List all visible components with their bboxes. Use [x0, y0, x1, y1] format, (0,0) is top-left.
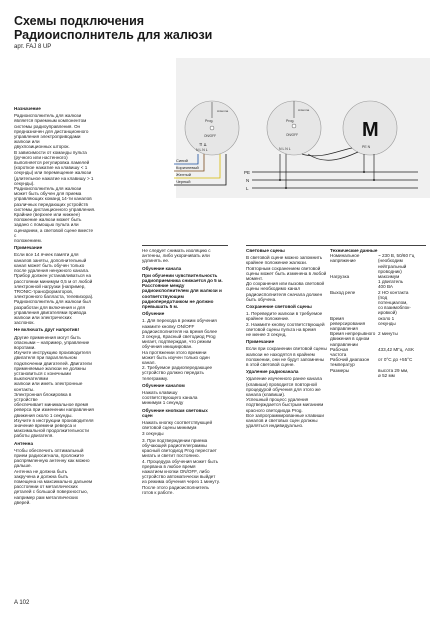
junction-pe: [363, 171, 365, 173]
tech-data-key: Время реверсирования направления: [330, 315, 366, 332]
wire-label-brown: Коричневый: [176, 165, 199, 170]
tech-data-row: [330, 316, 426, 332]
rail-label-n: N: [246, 178, 250, 183]
paragraph: Нажать клавишу соответствующего канала минимум 1 секунду: [142, 390, 198, 406]
paragraph: 1. Переведите жалюзи в требуемое крайнее положение. 2. Нажмите кнопку соответствующей световой сцены пульта на время не менее 3 секунд.: [246, 311, 325, 338]
tech-data-value: высота 29 мм, ø 52 мм: [378, 367, 409, 378]
paragraph: Удаление изученного ранее канала (клавиши) проводится повторной процедурой обучения для этого же канала (клавиши). Успешный процесс удаления подтверждается быстрым миганием красного светодиода Prog. Все запрограммированные клавиши каналов и световых сцен должны удаляться индивидуально.: [246, 376, 324, 429]
column-rule: [142, 245, 228, 246]
tech-data-row: [330, 347, 426, 357]
tech-data-value: ~ 230 В, 50/60 Гц (необходим нейтральный проводник): [378, 253, 415, 274]
antenna-label-left: Antenna: [217, 109, 229, 113]
page-number: A 102: [14, 600, 30, 606]
junction-n-motor: [373, 179, 375, 181]
junction-l: [285, 187, 287, 189]
section-heading: Обучение: [142, 311, 165, 317]
page-title-secondary: Радиоисполнитель для жалюзи: [14, 28, 213, 42]
column-tech-data: [330, 244, 426, 378]
page-title: Схемы подключения: [14, 14, 145, 28]
prog-label-right: Prog.: [286, 119, 295, 123]
column-scenes: [246, 244, 332, 431]
tech-data-value: 433,42 МГц, ASK: [378, 346, 415, 352]
tech-data-key: Номинальное напряжение: [330, 253, 360, 264]
motor-letter: M: [362, 119, 379, 141]
antenna-label-right: Antenna: [298, 108, 310, 112]
section-heading: Сохранение световой сцены: [246, 304, 312, 310]
left-diagram: [174, 101, 239, 185]
paragraph: Не следует снимать изоляцию с антенны, либо укорачивать или удлинять ее.: [142, 248, 211, 264]
paragraph: Радиоисполнитель для жалюзи является приемным компонентом системы радиоуправления. Он предназначен для дистанционного управления электроприводами жалюзи или двухпозиционных шторок. В зависимости от команды пульта (ручного или настенного) выполняется регулировка ламелей (короткое нажатие на клавишу < 1 секунды) или перемещение жалюзи (длительное нажатие на клавишу > 1 секунды). Радиоисполнитель для жалюзи может быть обучен для приема управляющих команд 14-ти каналов различных передающих устройств системы дистанционного управления. Крайние (верхнее или нижнее) положение жалюзи может быть задано с помощью пульта или сценарием, а световой сцене вместе с положением.: [14, 113, 96, 244]
paragraph: Нажать кнопку соответствующей световой сцены минимум 3 секунды: [142, 420, 213, 436]
wire-label-blue: Синий: [176, 158, 188, 163]
article-number: арт. FAJ 8 UP: [14, 44, 52, 50]
section-heading: При обучении чувствительность радиоприемника снижается до 5 м. Расстояние между радиоисполнителем для жалюзи и соответствующим радиопередатчиком не должно превышать 5 м.: [142, 272, 223, 310]
section-heading: Примечание: [246, 339, 275, 345]
tech-data-key: Выход реле: [330, 289, 356, 295]
paragraph: 3. При подтверждении приема обучающей радиотелеграммы красный светодиод Prog перестает мигать и светит постоянно. 4. Процедура обучения может быть прервана в любое время нажатием кнопки ON/OFF, либо устройство автоматически выйдет из режима обучения через 1 минуту. После этого радиоисполнитель готов к работе.: [142, 437, 220, 495]
prog-led-left: [210, 126, 214, 130]
tech-data-row: [330, 368, 426, 378]
terminals-label-left: N L N L: [196, 148, 208, 152]
tech-data-row: [330, 331, 426, 347]
section-heading: Назначение: [14, 106, 41, 111]
wire-label-yellow: Желтый: [176, 172, 192, 177]
section-heading: Антенна: [14, 440, 34, 446]
terminals-label-right: N L N L: [279, 147, 291, 151]
tech-data-key: Нагрузка: [330, 274, 350, 280]
tech-data-row: [330, 274, 426, 290]
paragraph: Другие применения могут быть опасными – например, управление воротами. Изучите инструкцию производителя двигателя при параллельном подключении двигателей. Двигатели применяемые жалюзи не должны установиться с конечными выключателями жалюзи или иметь электронные контакты. Электронная блокировка в устройстве обеспечивает минимальное время реверса при изменении направления движения около 1 секунды. Изучите в инструкции производителя значение времени реверса и максимальной продолжительности работы двигателя.: [14, 334, 94, 439]
tech-data-value: максимум 1 двигатель 400 ВА: [378, 274, 404, 290]
rail-label-pe: PE: [244, 170, 251, 175]
paragraph: Если при сохранении световой сцены жалюзи не находятся в крайнем положении, они не будут запомнены в этой световой сцене.: [246, 346, 327, 368]
right-diagram: [244, 101, 418, 191]
wire-label-black: Черный: [176, 179, 191, 184]
tech-data-value: от 0°C до +55°C: [378, 357, 413, 363]
paragraph: Если все 14 ячеек памяти для каналов заняты, дополнительный канал может быть обучен только после удаления ненужного канала. Прибор должен устанавливаться на расстоянии минимум 0,5 м от любой электронной нагрузки (например, TRONIC-трансформаторов, электронного балласта, телевизора). Радиоисполнитель для жалюзи был разработан для включения и для управления двигателями привода жалюзи или электрических заслонок.: [14, 252, 94, 326]
tech-data-heading: Технические данные: [330, 248, 378, 253]
arrows-label-left: ⇈ ⇊: [199, 142, 207, 147]
column-rule: [330, 245, 426, 246]
section-heading: Обучение кнопкам световых сцен: [142, 407, 208, 418]
tech-data-row: [330, 357, 426, 367]
paragraph: В световой сцене можно запомнить крайнее положение жалюзи. Повторным сохранением световой сцены может быть изменена в любой момент. До сохранения или вызова световой сцены необходимо канал радиоисполнителя сначала должен быть обучена.: [246, 255, 327, 302]
tech-data-key: Размеры: [330, 367, 350, 373]
section-heading: Не включать друг напротив!: [14, 327, 80, 333]
prog-label-left: Prog.: [205, 119, 214, 123]
section-heading: Обучение канала: [142, 265, 182, 271]
prog-led-right: [292, 124, 296, 128]
column-rule: [246, 245, 332, 246]
rail-label-l: L: [246, 186, 249, 191]
section-heading: Световые сцены: [246, 248, 285, 253]
tech-data-key: Рабочая частота: [330, 346, 348, 358]
onoff-label-left: ON/OFF: [204, 134, 217, 138]
column-purpose: [14, 104, 96, 507]
junction-n: [279, 179, 281, 181]
motor-top-label: PE N: [362, 145, 371, 149]
paragraph: Чтобы обеспечить оптимальный прием радиосигнала, проложите распрямленную антенну как можно дальше. Антенна не должна быть закручена и должна быть помещена на максимально дальнем расстоянии от металлических деталей с большой поверхностью, например рам металлических дверей.: [14, 447, 93, 505]
tech-data-row: [330, 290, 426, 316]
section-heading: Обучение каналом: [142, 382, 185, 388]
tech-data-row: [330, 253, 426, 274]
tech-data-value: 2 НО контакта (под потенциалом, со взаимоблок- ировкой): [378, 289, 411, 316]
tech-data-value: около 1 секунды: [378, 315, 396, 326]
tech-data-key: Рабочий диапазон температур: [330, 357, 370, 368]
onoff-label-right: ON/OFF: [286, 133, 299, 137]
tech-data-value: 2 минуты: [378, 331, 398, 337]
paragraph: 1. Для перехода в режим обучения нажмите кнопку ON/OFF радиоисполнителя на время более 3 секунд. Красный светодиод Prog мигает, подтверждая, что режим обучения инициирован. На протяжении этого времени может быть изучен только один канал. 2. Требуемое радиопередающее устройство должно передать телеграмму.: [142, 318, 218, 381]
section-heading: Удаление радиоканала: [246, 369, 299, 375]
tech-data-key: Время непрерывного движения в одном направлении: [330, 331, 376, 347]
column-learning: [142, 244, 228, 497]
section-heading: Примечание: [14, 245, 43, 251]
